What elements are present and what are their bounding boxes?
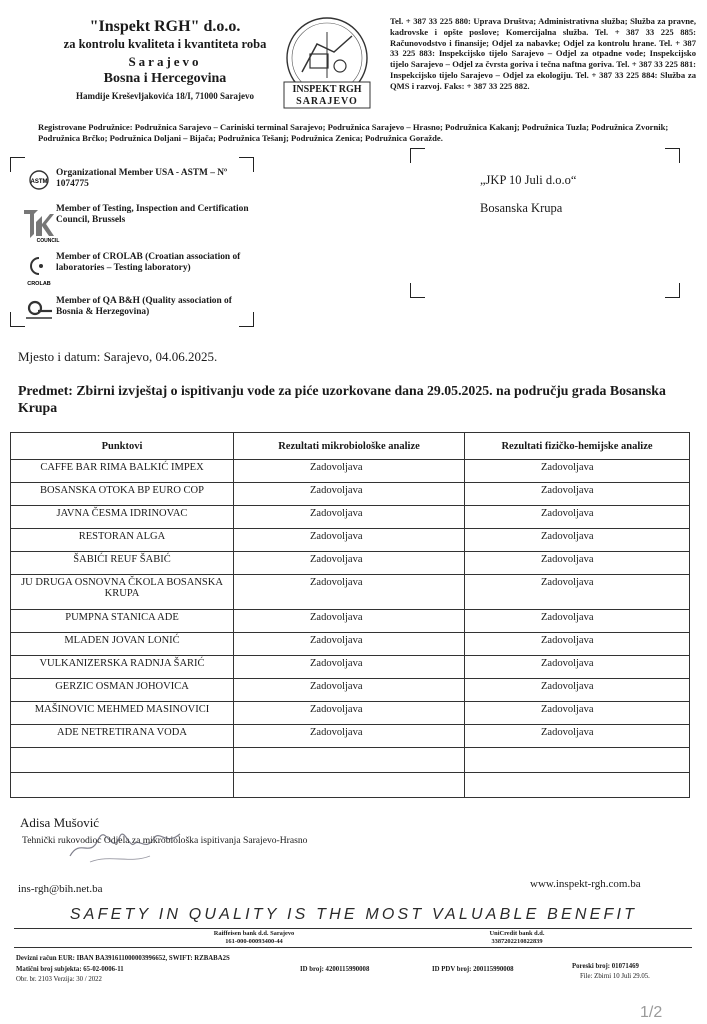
bank-info: [14, 928, 692, 948]
table-row: [11, 460, 690, 483]
membership-item: [22, 168, 252, 196]
memberships-list: [22, 168, 252, 332]
table-row: [11, 633, 690, 656]
bank-2-account: 3387202210822839: [491, 938, 543, 945]
cell-point: CAFFE BAR RIMA BALKIĆ IMPEX: [11, 460, 234, 483]
cell-micro: Zadovoljava: [234, 679, 465, 702]
registered-branches: Registrovane Podružnice: Podružnica Sarajevo – Cariniski terminal Sarajevo; Podružnica Sarajevo – Hrasno; Podružnica Kakanj; Podružnica Tuzla; Podružnica Zvornik; Podružnica Brčko; Podružnica Doljani – Bijača; Podružnica Tešanj; Podružnica Zenica; Podružnica Goražde.: [38, 122, 669, 143]
cell-point: ŠABIĆI REUF ŠABIĆ: [11, 552, 234, 575]
crolab-icon: [22, 252, 56, 288]
cell-micro: Zadovoljava: [234, 460, 465, 483]
company-block: [40, 18, 290, 101]
membership-text: Member of QA B&H (Quality association of Bosnia & Herzegovina): [56, 296, 232, 317]
company-address: Hamdije Kreševljakovića 18/I, 71000 Sarajevo: [75, 91, 255, 101]
cell-micro: Zadovoljava: [234, 725, 465, 748]
cell-phys-chem: Zadovoljava: [465, 529, 690, 552]
id-number: ID broj: 4200115990008: [300, 966, 370, 973]
cell-micro: Zadovoljava: [234, 702, 465, 725]
company-country: Bosna i Hercegovina: [103, 71, 227, 86]
qa-bh-icon: [22, 296, 56, 324]
cell-phys-chem: Zadovoljava: [465, 679, 690, 702]
cell-point: ADE NETRETIRANA VODA: [11, 725, 234, 748]
cell-point: JAVNA ČESMA IDRINOVAC: [11, 506, 234, 529]
astm-icon: [22, 168, 56, 196]
table-row-empty: [11, 773, 690, 798]
cell-point: GERZIC OSMAN JOHOVICA: [11, 679, 234, 702]
membership-text: Member of CROLAB (Croatian association of laboratories – Testing laboratory): [56, 252, 241, 273]
signatory-title: Tehnički rukovodioc Odjela za mikrobiološka ispitivanja Sarajevo-Hrasno: [22, 835, 308, 846]
cell-phys-chem: Zadovoljava: [465, 702, 690, 725]
bank-1-account: 161-000-00093400-44: [225, 938, 283, 945]
crolab-icon-label: CROLAB: [27, 281, 51, 287]
cell-phys-chem: Zadovoljava: [465, 483, 690, 506]
eur-account: Devizni račun EUR: IBAN BA391611000003996652, SWIFT: RZBABA2S: [16, 955, 230, 962]
tax-number: Poreski broj: 01071469: [572, 963, 639, 970]
cell-point: MLADEN JOVAN LONIĆ: [11, 633, 234, 656]
signatory-name: Adisa Mušović: [20, 815, 100, 830]
cell-phys-chem: Zadovoljava: [465, 552, 690, 575]
bank-1-name: Raiffeisen bank d.d. Sarajevo: [213, 930, 295, 937]
table-header-row: [11, 433, 690, 460]
bank-2: [432, 930, 602, 946]
membership-text: Organizational Member USA - ASTM – Nº 1074775: [56, 168, 228, 189]
footer-website[interactable]: www.inspekt-rgh.com.ba: [530, 878, 641, 890]
table-row: [11, 552, 690, 575]
contact-info: Tel. + 387 33 225 880: Uprava Društva; Administrativna služba; Služba za pravne, kadrovske i opšte poslove; Komercijalna služba. Tel. + 387 33 225 885: Računovodstvo i finansije; Odjel za nabavke; Odjel za kontrolu hrane. Tel. + 387 33 225 883: Inspekcijsko tijelo Sarajevo – Odjel za otpadne vode; Inspekcijsko tijelo Sarajevo – Odjel za čvrsta goriva i tečna naftna goriva. Tel. + 387 33 225 881: Inspekcijsko tijelo Sarajevo – Odjel za ekologiju. Tel. + 387 33 225 884: Služba za QMS i razvoj. Faks: + 387 33 225 882.: [390, 16, 696, 91]
col-header-points: Punktovi: [11, 433, 234, 460]
cell-micro: Zadovoljava: [234, 656, 465, 679]
recipient-block: [480, 166, 576, 222]
page-number: 1/2: [640, 1004, 663, 1021]
results-table: [10, 432, 690, 798]
cell-micro: Zadovoljava: [234, 506, 465, 529]
cell-micro: Zadovoljava: [234, 575, 465, 610]
col-header-micro: Rezultati mikrobiološke analize: [234, 433, 465, 460]
bank-2-name: UniCredit bank d.d.: [489, 930, 545, 937]
cell-phys-chem: Zadovoljava: [465, 633, 690, 656]
cell-point: BOSANSKA OTOKA BP EURO COP: [11, 483, 234, 506]
tic-council-icon: [22, 204, 60, 244]
recipient-name: „JKP 10 Juli d.o.o“: [480, 173, 577, 187]
cell-micro: Zadovoljava: [234, 610, 465, 633]
cell-point: VULKANIZERSKA RADNJA ŠARIĆ: [11, 656, 234, 679]
cell-phys-chem: Zadovoljava: [465, 610, 690, 633]
table-row: [11, 656, 690, 679]
company-tagline: za kontrolu kvaliteta i kvantiteta roba: [63, 37, 267, 51]
logo-text-bottom: SARAJEVO: [296, 96, 358, 107]
vat-number: ID PDV broj: 200115990008: [432, 966, 514, 973]
footer-email[interactable]: ins-rgh@bih.net.ba: [18, 883, 103, 895]
cell-phys-chem: Zadovoljava: [465, 725, 690, 748]
membership-item: [22, 252, 252, 288]
file-reference: File: Zbirni 10 Juli 29.05.: [580, 973, 650, 980]
recipient-city: Bosanska Krupa: [480, 201, 563, 215]
cell-micro: Zadovoljava: [234, 633, 465, 656]
table-row: [11, 610, 690, 633]
logo-text-top: INSPEKT RGH: [292, 84, 362, 95]
membership-item: [22, 204, 252, 244]
handwritten-signature: [60, 818, 200, 868]
col-header-phys-chem: Rezultati fizičko-hemijske analize: [465, 433, 690, 460]
cell-phys-chem: Zadovoljava: [465, 575, 690, 610]
astm-icon-label: ASTM: [30, 179, 48, 185]
cell-phys-chem: Zadovoljava: [465, 656, 690, 679]
table-row-empty: [11, 748, 690, 773]
table-row: [11, 483, 690, 506]
slogan: SAFETY IN QUALITY IS THE MOST VALUABLE BENEFIT: [69, 906, 638, 923]
registration-number: Matični broj subjekta: 65-02-0006-11: [16, 966, 124, 973]
table-row: [11, 679, 690, 702]
table-row: [11, 725, 690, 748]
cell-point: PUMPNA STANICA ADE: [11, 610, 234, 633]
cell-point: MAŠINOVIC MEHMED MASINOVICI: [11, 702, 234, 725]
table-row: [11, 575, 690, 610]
table-row: [11, 702, 690, 725]
company-name: "Inspekt RGH" d.o.o.: [89, 18, 241, 35]
cell-point: JU DRUGA OSNOVNA ČKOLA BOSANSKA KRUPA: [11, 575, 234, 610]
membership-text: Member of Testing, Inspection and Certification Council, Brussels: [56, 204, 249, 225]
subject-line: Predmet: Zbirni izvještaj o ispitivanju vode za piće uzorkovane dana 29.05.2025. na području grada Bosanska Krupa: [18, 383, 666, 415]
table-row: [11, 506, 690, 529]
membership-item: [22, 296, 252, 324]
cell-micro: Zadovoljava: [234, 552, 465, 575]
company-logo: [272, 14, 382, 110]
cell-phys-chem: Zadovoljava: [465, 506, 690, 529]
cell-micro: Zadovoljava: [234, 529, 465, 552]
cell-phys-chem: Zadovoljava: [465, 460, 690, 483]
form-number: Obr. br. 2103 Verzija: 30 / 2022: [16, 976, 102, 983]
place-date: Mjesto i datum: Sarajevo, 04.06.2025.: [18, 349, 218, 364]
bank-1: [164, 930, 344, 946]
table-row: [11, 529, 690, 552]
cell-point: RESTORAN ALGA: [11, 529, 234, 552]
cell-micro: Zadovoljava: [234, 483, 465, 506]
tic-icon-label: COUNCIL: [36, 238, 60, 244]
company-city: Sarajevo: [128, 54, 202, 69]
